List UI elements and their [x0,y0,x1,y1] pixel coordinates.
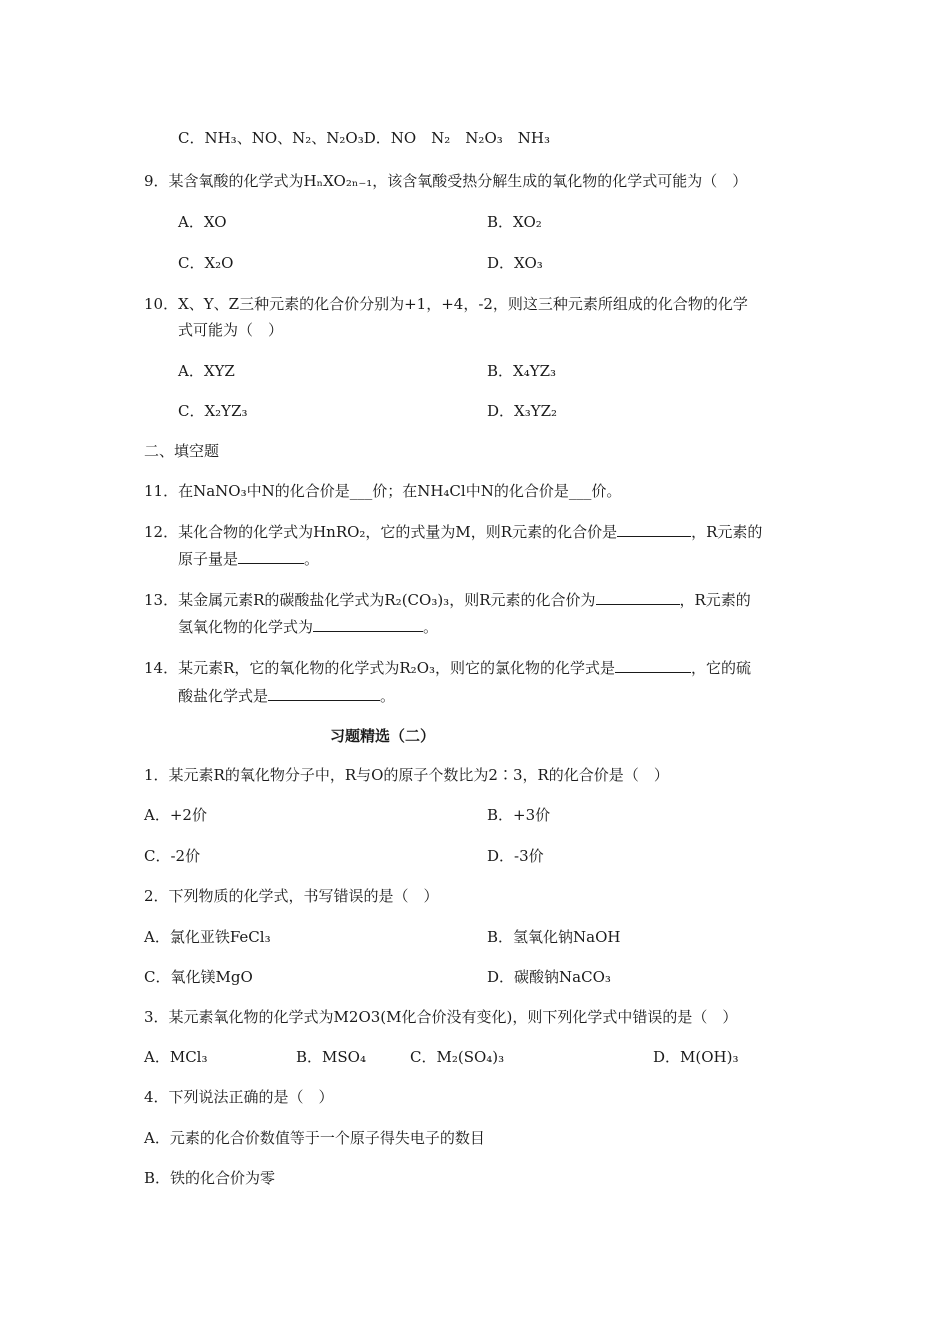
q8-options-row [178,128,550,148]
e4-stem: 4．下列说法正确的是（ ） [144,1088,334,1106]
q13-line1-text: 13．某金属元素R的碳酸盐化学式为R₂(CO₃)₃，则R元素的化合价为 [144,591,596,609]
q9-stem: 9．某含氧酸的化学式为HₙXO₂ₙ₋₁，该含氧酸受热分解生成的氧化物的化学式可能为（ ） [144,172,748,190]
q12-line1 [144,522,762,542]
e3-stem: 3．某元素氧化物的化学式为M2O3(M化合价没有变化)，则下列化学式中错误的是（ ） [144,1008,738,1026]
q10-stem-line1: 10．X、Y、Z三种元素的化合价分别为+1，+4，-2，则这三种元素所组成的化合物的化学 [144,295,748,313]
q13-line2 [178,617,438,637]
e1-stem: 1．某元素R的氧化物分子中，R与O的原子个数比为2∶3，R的化合价是（ ） [144,766,669,784]
q11-text: 11．在NaNO₃中N的化合价是___价；在NH₄Cl中N的化合价是___价。 [144,482,622,500]
q9-option-c: C．X₂O [178,254,234,272]
q14-blank-chloride[interactable] [615,658,691,673]
e3-option-b: B．MSO₄ [296,1048,366,1066]
q14-blank-sulfate[interactable] [268,686,380,701]
q13-line1 [144,590,751,610]
e4-option-b: B．铁的化合价为零 [144,1169,276,1187]
q12-line2 [178,549,319,569]
q13-line2-text: 氢氧化物的化学式为 [178,618,314,636]
q10-stem-line2: 式可能为（ ） [178,321,284,339]
e3-option-d: D．M(OH)₃ [653,1048,739,1066]
e1-option-d: D．-3价 [487,847,544,865]
q14-line2 [178,686,395,706]
q8-option-c: C．NH₃、NO、N₂、N₂O₃ [178,129,364,147]
e1-option-c: C．-2价 [144,847,201,865]
e2-option-d: D．碳酸钠NaCO₃ [487,968,611,986]
e2-option-a: A．氯化亚铁FeCl₃ [144,928,271,946]
q12-line1-suffix: ，R元素的 [691,523,763,541]
q14-line2-suffix: 。 [380,687,396,705]
q12-line2-suffix: 。 [304,550,320,568]
q13-blank-hydroxide[interactable] [313,617,423,632]
e2-option-b: B．氢氧化钠NaOH [487,928,621,946]
e1-option-a: A．+2价 [144,806,207,824]
q10-option-a: A．XYZ [178,362,235,380]
q9-option-a: A．XO [178,213,227,231]
q9-option-b: B．XO₂ [487,213,542,231]
q8-option-d: D．NO N₂ N₂O₃ NH₃ [363,129,550,147]
q12-line1-text: 12．某化合物的化学式为HnRO₂，它的式量为M，则R元素的化合价是 [144,523,618,541]
e4-option-a: A．元素的化合价数值等于一个原子得失电子的数目 [144,1129,485,1147]
e2-stem: 2．下列物质的化学式，书写错误的是（ ） [144,887,439,905]
q10-option-c: C．X₂YZ₃ [178,402,248,420]
q13-line1-suffix: ，R元素的 [679,591,751,609]
section-title-fill-in: 二、填空题 [144,442,220,460]
q13-line2-suffix: 。 [423,618,439,636]
e2-option-c: C．氧化镁MgO [144,968,253,986]
q12-blank-valence[interactable] [617,522,691,537]
e3-option-c: C．M₂(SO₄)₃ [410,1048,505,1066]
q14-line1-text: 14．某元素R，它的氧化物的化学式为R₂O₃，则它的氯化物的化学式是 [144,659,616,677]
e1-option-b: B．+3价 [487,806,551,824]
q14-line1 [144,658,751,678]
q14-line2-text: 酸盐化学式是 [178,687,269,705]
q10-option-b: B．X₄YZ₃ [487,362,557,380]
q12-line2-text: 原子量是 [178,550,239,568]
q10-option-d: D．X₃YZ₂ [487,402,558,420]
q14-line1-suffix: ，它的硫 [691,659,752,677]
q13-blank-valence[interactable] [596,590,680,605]
q9-option-d: D．XO₃ [487,254,543,272]
e3-option-a: A．MCl₃ [144,1048,208,1066]
q12-blank-atomic-mass[interactable] [238,549,304,564]
exercise-section-title: 习题精选（二） [330,727,436,745]
